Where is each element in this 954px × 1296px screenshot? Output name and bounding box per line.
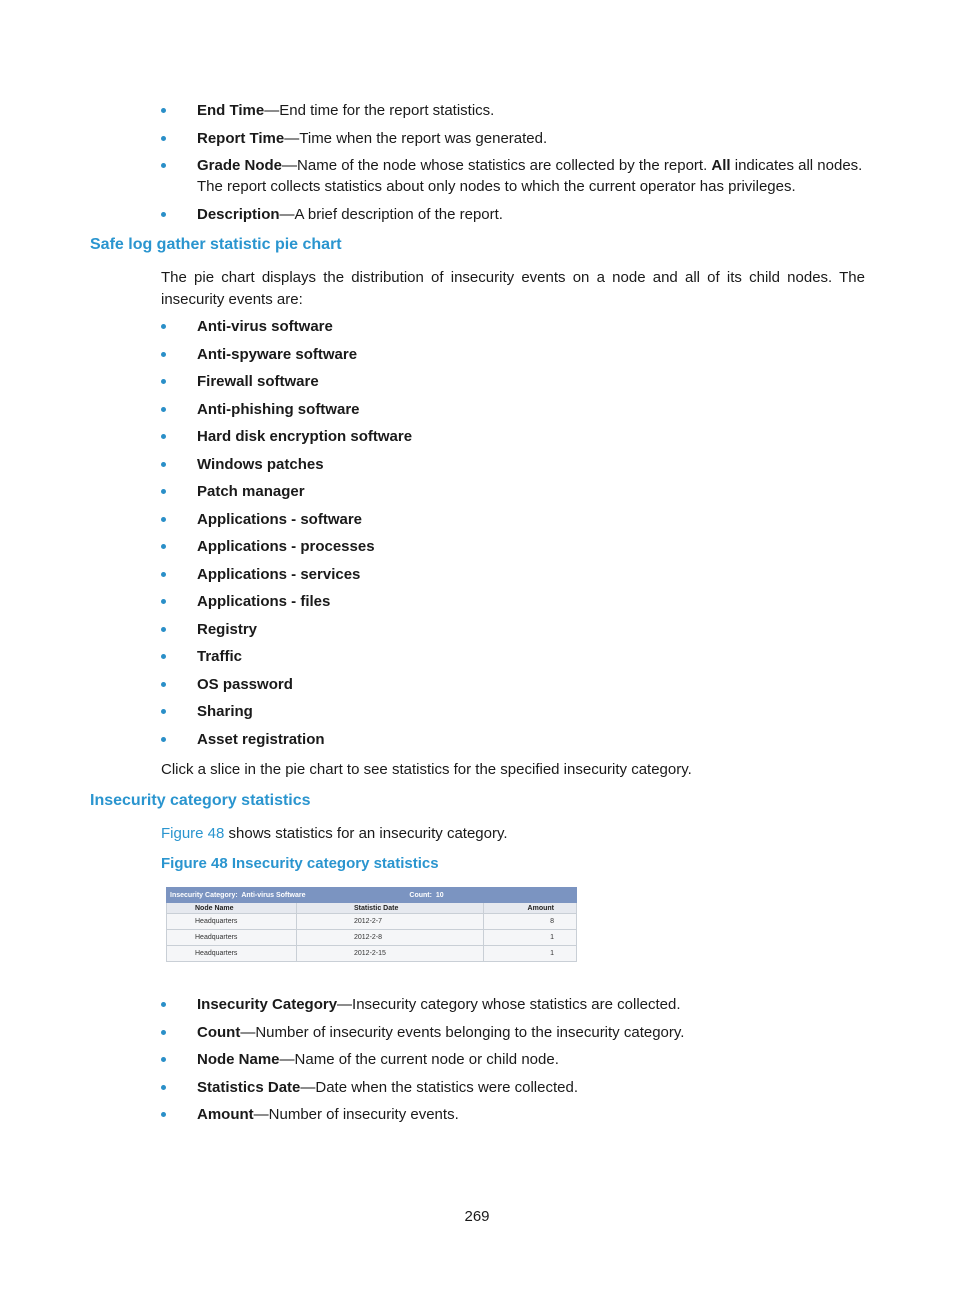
cell-node-name: Headquarters <box>167 930 297 946</box>
cell-statistic-date: 2012-2-15 <box>297 946 484 962</box>
figure-reference-paragraph: Figure 48 shows statistics for an insecurity category. <box>161 825 508 842</box>
bullet-icon <box>161 462 166 467</box>
column-header-node-name[interactable]: Node Name <box>167 903 297 914</box>
table-row <box>167 930 577 946</box>
bullet-icon <box>161 163 166 168</box>
bullet-icon <box>161 1085 166 1090</box>
bullet-icon <box>161 1057 166 1062</box>
bullet-icon <box>161 1030 166 1035</box>
cell-amount: 8 <box>483 914 576 930</box>
bullet-icon <box>161 544 166 549</box>
category-label: Insecurity Category: <box>170 891 238 899</box>
bullet-icon <box>161 407 166 412</box>
insecurity-statistics-table <box>166 887 577 962</box>
page-number: 269 <box>464 1208 490 1225</box>
bullet-icon <box>161 654 166 659</box>
cell-amount: 1 <box>483 946 576 962</box>
bullet-icon <box>161 709 166 714</box>
bullet-icon <box>161 572 166 577</box>
column-header-statistic-date[interactable]: Statistic Date <box>297 903 484 914</box>
bullet-icon <box>161 136 166 141</box>
bullet-icon <box>161 108 166 113</box>
bullet-icon <box>161 324 166 329</box>
section-heading: Insecurity category statistics <box>90 792 311 809</box>
bullet-icon <box>161 489 166 494</box>
bullet-icon <box>161 517 166 522</box>
figure-link[interactable]: Figure 48 <box>161 825 225 842</box>
section-heading: Safe log gather statistic pie chart <box>90 236 342 253</box>
count-label: Count: <box>409 891 432 899</box>
intro-paragraph: The pie chart displays the distribution of insecurity events on a node and all of its child nodes. The insecurity events are: <box>161 269 865 308</box>
bullet-icon <box>161 737 166 742</box>
column-header-amount[interactable]: Amount <box>483 903 576 914</box>
bullet-icon <box>161 1002 166 1007</box>
bullet-icon <box>161 682 166 687</box>
table-row <box>167 914 577 930</box>
cell-node-name: Headquarters <box>167 946 297 962</box>
bullet-icon <box>161 352 166 357</box>
cell-statistic-date: 2012-2-8 <box>297 930 484 946</box>
cell-amount: 1 <box>483 930 576 946</box>
outro-paragraph: Click a slice in the pie chart to see statistics for the specified insecurity category. <box>161 761 692 778</box>
table-row <box>167 946 577 962</box>
table-header-row <box>167 903 577 914</box>
bullet-icon <box>161 1112 166 1117</box>
category-value: Anti-virus Software <box>241 891 306 899</box>
cell-statistic-date: 2012-2-7 <box>297 914 484 930</box>
bullet-icon <box>161 379 166 384</box>
table-title-row <box>167 888 577 903</box>
bullet-icon <box>161 599 166 604</box>
figure-caption: Figure 48 Insecurity category statistics <box>161 855 439 872</box>
bullet-icon <box>161 434 166 439</box>
bullet-icon <box>161 627 166 632</box>
cell-node-name: Headquarters <box>167 914 297 930</box>
bullet-icon <box>161 212 166 217</box>
count-value: 10 <box>435 891 444 899</box>
